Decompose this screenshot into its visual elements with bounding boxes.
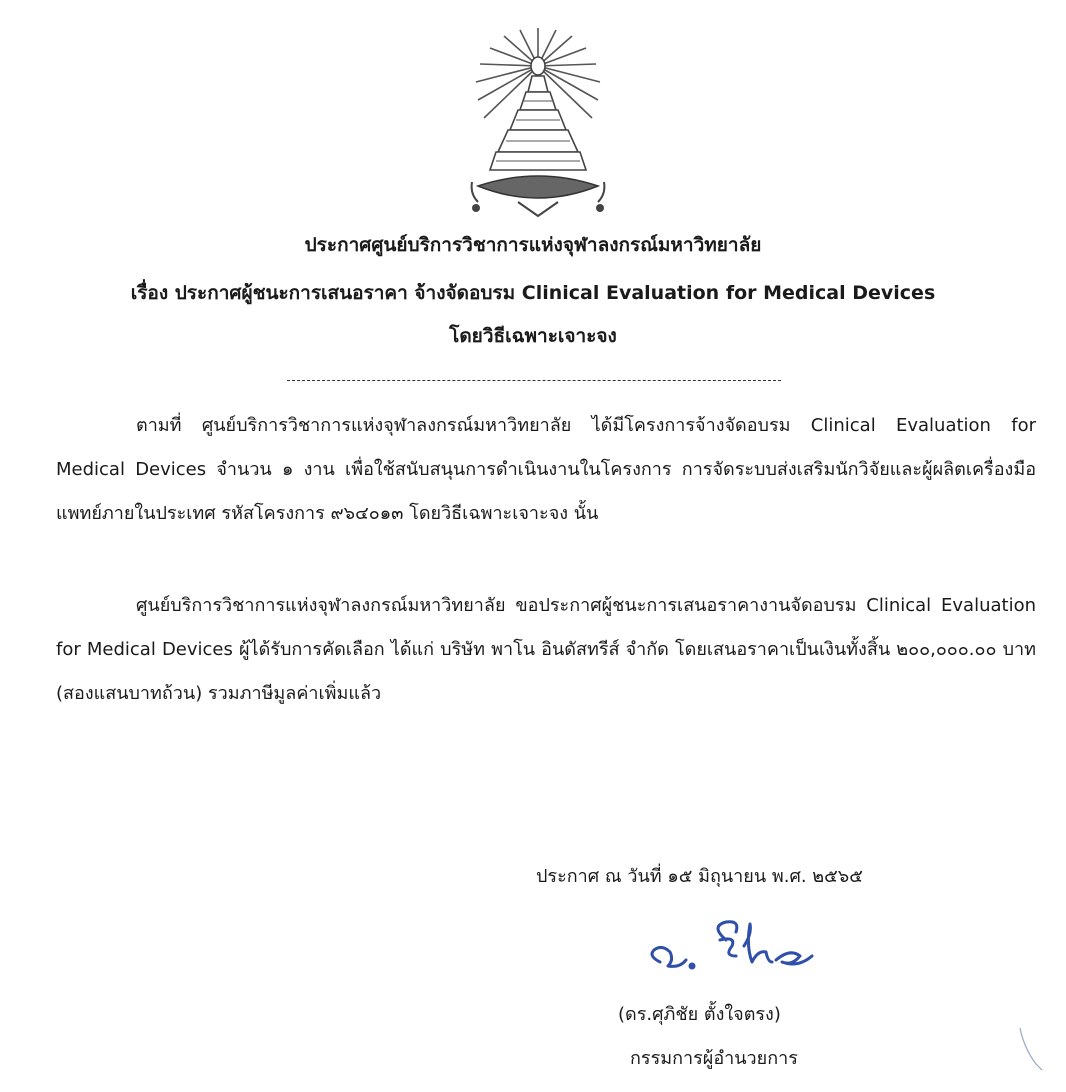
- signer-name: (ดร.ศุภิชัย ตั้งใจตรง): [618, 1004, 781, 1025]
- university-emblem-icon: [468, 26, 608, 222]
- dashed-divider: [287, 380, 781, 381]
- announcement-subject-heading: เรื่อง ประกาศผู้ชนะการเสนอราคา จ้างจัดอบรม Clinical Evaluation for Medical Devices: [130, 282, 936, 304]
- body-paragraph-winner: ศูนย์บริการวิชาการแห่งจุฬาลงกรณ์มหาวิทยาลัย ขอประกาศผู้ชนะการเสนอราคางานจัดอบรม Clinical Evaluation for Medical Devices ผู้ได้รับการคัดเลือก ได้แก่ บริษัท พาโน อินดัสทรีส์ จำกัด โดยเสนอราคาเป็นเงินทั้งสิ้น ๒๐๐,๐๐๐.๐๐ บาท (สองแสนบาทถ้วน) รวมภาษีมูลค่าเพิ่มแล้ว: [56, 595, 1036, 704]
- scan-artifact-icon: [1010, 1020, 1050, 1080]
- signer-title: กรรมการผู้อำนวยการ: [630, 1048, 798, 1069]
- announcement-date: ประกาศ ณ วันที่ ๑๕ มิถุนายน พ.ศ. ๒๕๖๕: [536, 866, 863, 887]
- signature-icon: [640, 916, 830, 986]
- body-paragraph-background: ตามที่ ศูนย์บริการวิชาการแห่งจุฬาลงกรณ์มหาวิทยาลัย ได้มีโครงการจ้างจัดอบรม Clinical Evaluation for Medical Devices จำนวน ๑ งาน เพื่อใช้สนับสนุนการดำเนินงานในโครงการ การจัดระบบส่งเสริมนักวิจัยและผู้ผลิตเครื่องมือแพทย์ภายในประเทศ รหัสโครงการ ๙๖๔๐๑๓ โดยวิธีเฉพาะเจาะจง นั้น: [56, 415, 1036, 524]
- procurement-method-heading: โดยวิธีเฉพาะเจาะจง: [449, 325, 617, 347]
- announcement-issuer-heading: ประกาศศูนย์บริการวิชาการแห่งจุฬาลงกรณ์มหาวิทยาลัย: [304, 234, 762, 256]
